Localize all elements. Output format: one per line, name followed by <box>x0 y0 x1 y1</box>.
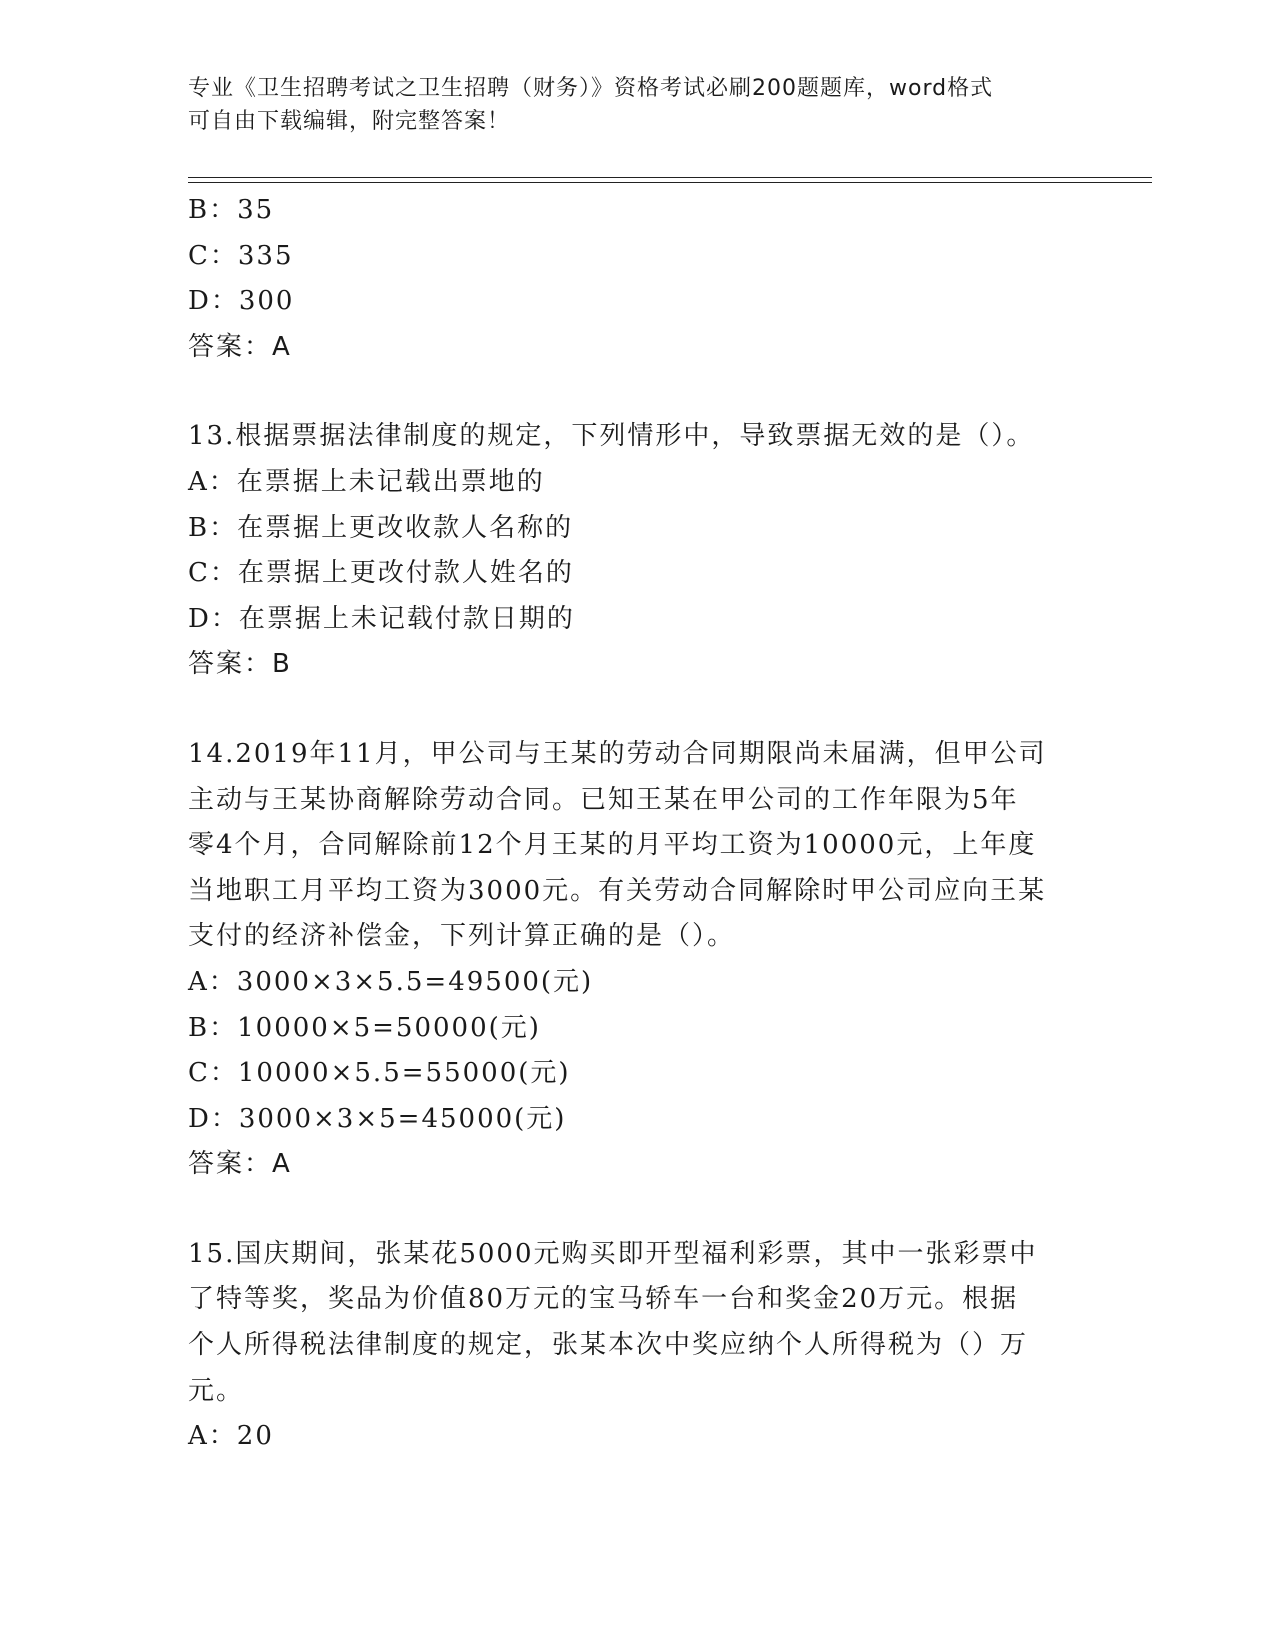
answer-line: 答案：A <box>188 331 292 362</box>
option-d: D：在票据上未记载付款日期的 <box>188 603 575 634</box>
spacer <box>188 688 1088 732</box>
option-d: D：3000×3×5=45000(元) <box>188 1103 567 1134</box>
option-d: D：300 <box>188 286 295 317</box>
option-b: B：10000×5=50000(元) <box>188 1012 541 1043</box>
question-text-line: 当地职工月平均工资为3000元。有关劳动合同解除时甲公司应向王某 <box>188 875 1047 906</box>
page-header <box>188 72 1068 138</box>
option-b: B：在票据上更改收款人名称的 <box>188 512 574 543</box>
option-c: C：10000×5.5=55000(元) <box>188 1058 571 1089</box>
question-text-line: 主动与王某协商解除劳动合同。已知王某在甲公司的工作年限为5年 <box>188 784 1019 815</box>
header-line-1: 专业《卫生招聘考试之卫生招聘（财务）》资格考试必刷200题题库，word格式 <box>188 76 994 101</box>
question-text: 13.根据票据法律制度的规定，下列情形中，导致票据无效的是（）。 <box>188 421 1035 452</box>
header-rule-bottom <box>188 182 1152 183</box>
question-12-tail <box>188 188 1088 370</box>
question-text-line: 14.2019年11月，甲公司与王某的劳动合同期限尚未届满，但甲公司 <box>188 738 1047 769</box>
spacer <box>188 1188 1088 1232</box>
question-text-line: 零4个月，合同解除前12个月王某的月平均工资为10000元，上年度 <box>188 830 1037 861</box>
option-c: C：在票据上更改付款人姓名的 <box>188 558 574 589</box>
option-a: A：20 <box>188 1421 274 1452</box>
question-text-line: 支付的经济补偿金，下列计算正确的是（）。 <box>188 921 736 952</box>
header-rule-top <box>188 177 1152 178</box>
option-c: C：335 <box>188 240 294 271</box>
question-text-line: 15.国庆期间，张某花5000元购买即开型福利彩票，其中一张彩票中 <box>188 1238 1038 1269</box>
question-13 <box>188 414 1088 688</box>
answer-line: 答案：B <box>188 649 292 680</box>
option-b: B：35 <box>188 195 275 225</box>
spacer <box>188 370 1088 414</box>
question-15 <box>188 1232 1088 1460</box>
answer-line: 答案：A <box>188 1149 292 1180</box>
question-text-line: 了特等奖，奖品为价值80万元的宝马轿车一台和奖金20万元。根据 <box>188 1284 1019 1315</box>
header-line-2: 可自由下载编辑，附完整答案！ <box>188 109 511 134</box>
option-a: A：在票据上未记载出票地的 <box>188 466 545 497</box>
option-a: A：3000×3×5.5=49500(元) <box>188 966 594 997</box>
question-text-line: 个人所得税法律制度的规定，张某本次中奖应纳个人所得税为（）万 <box>188 1330 1029 1361</box>
question-text-line: 元。 <box>188 1375 245 1406</box>
question-14 <box>188 732 1088 1188</box>
questions-body <box>188 188 1088 1460</box>
